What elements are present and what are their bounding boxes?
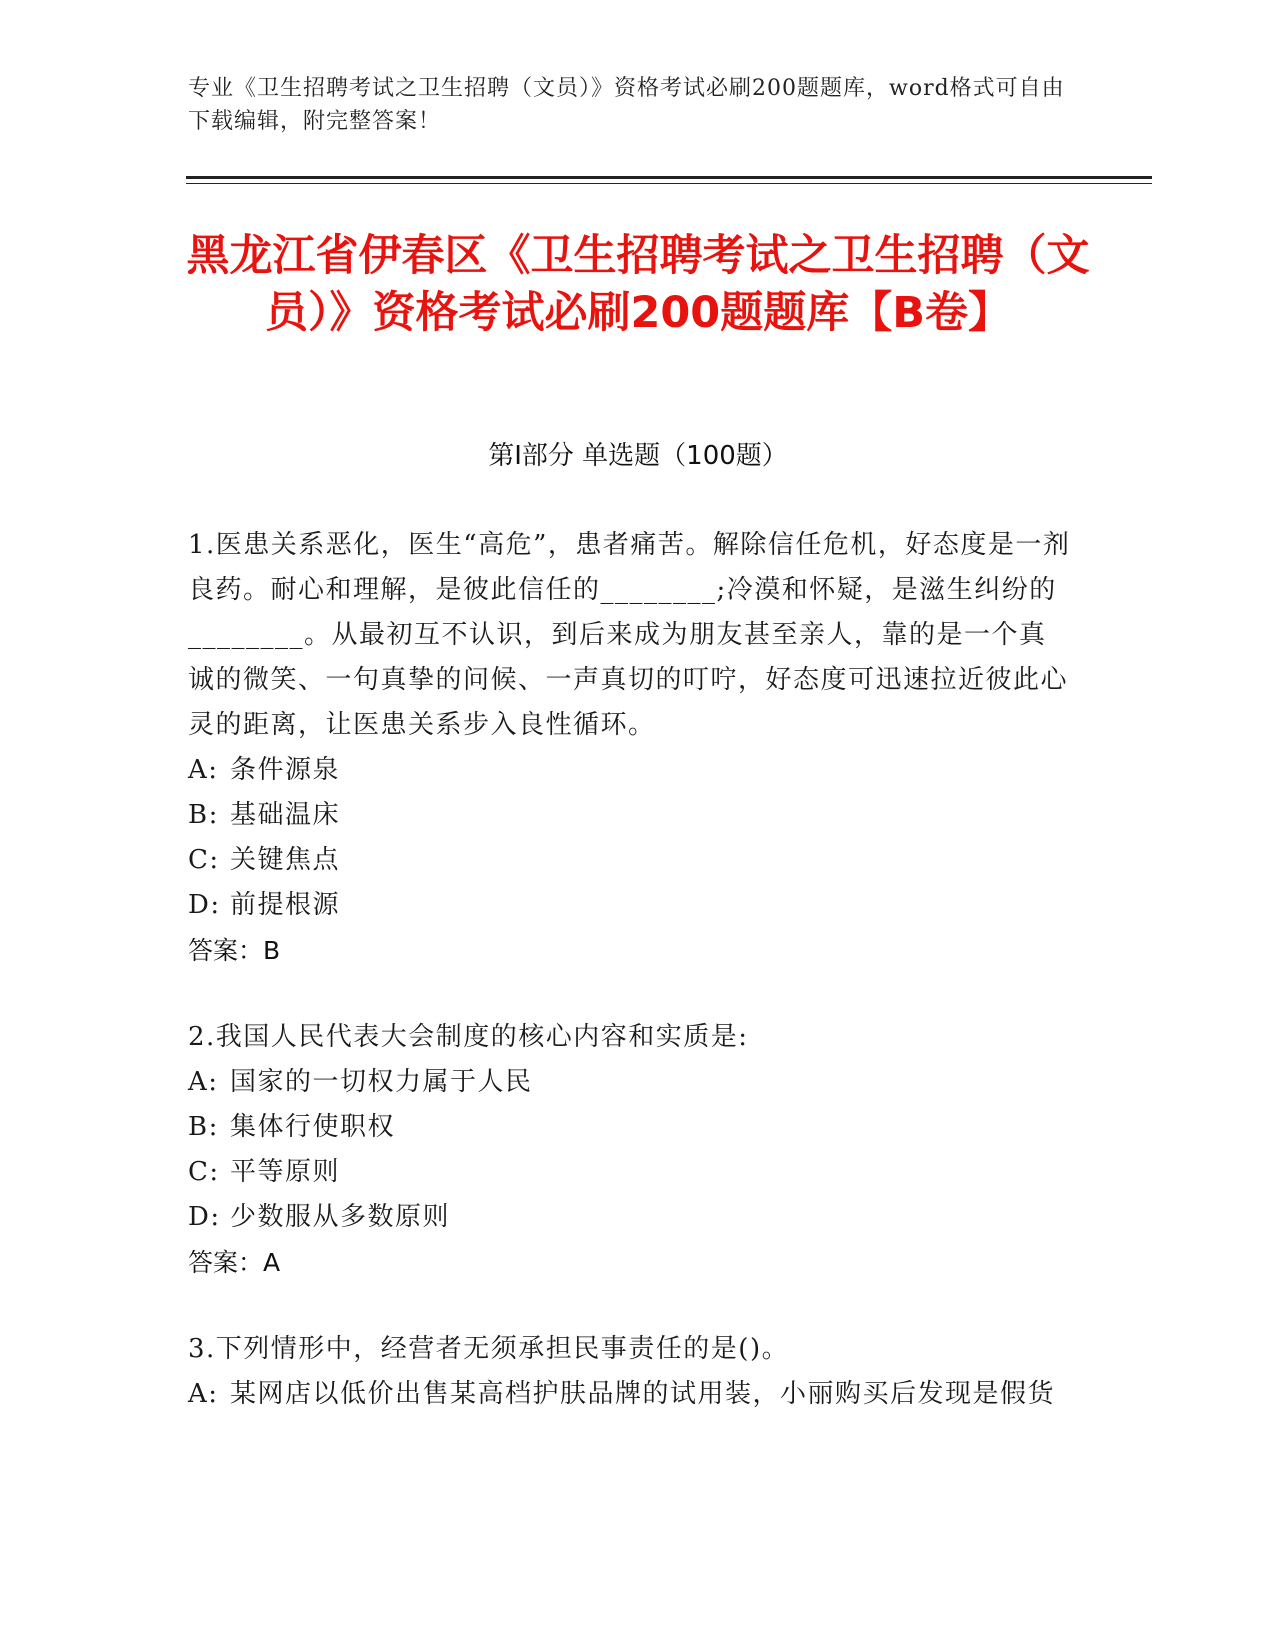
question-stem: 2.我国人民代表大会制度的核心内容和实质是: [188, 1022, 749, 1052]
option-text: 某网店以低价出售某高档护肤品牌的试用装，小丽购买后发现是假货 [230, 1379, 1056, 1409]
option-letter: A: [188, 1379, 219, 1409]
header-rule-thick [186, 176, 1152, 179]
option-text: 条件源泉 [230, 755, 341, 785]
document-title: 黑龙江省伊春区《卫生招聘考试之卫生招聘（文员）》资格考试必刷200题题库【B卷】 [186, 231, 1090, 338]
option-letter: B: [188, 800, 219, 830]
option-text: 国家的一切权力属于人民 [230, 1067, 533, 1097]
option-letter: D: [188, 890, 221, 920]
header-rule-thin [186, 183, 1152, 184]
option-letter: D: [188, 1202, 221, 1232]
option-text: 关键焦点 [230, 845, 341, 875]
option-b [188, 1105, 1072, 1150]
option-b [188, 793, 1072, 838]
answer-line: 答案：B [188, 936, 281, 965]
section-title: 第Ⅰ部分 单选题（100题） [488, 441, 788, 471]
option-text: 前提根源 [230, 890, 341, 920]
header-note: 专业《卫生招聘考试之卫生招聘（文员）》资格考试必刷200题题库，word格式可自由下载编辑，附完整答案！ [188, 76, 1065, 134]
option-text: 基础温床 [230, 800, 341, 830]
option-letter: A: [188, 1067, 219, 1097]
question-stem: 1.医患关系恶化，医生“高危”，患者痛苦。解除信任危机，好态度是一剂良药。耐心和理解，是彼此信任的________;冷漠和怀疑，是滋生纠纷的________。从最初互不认识，到后来成为朋友甚至亲人，靠的是一个真诚的微笑、一句真挚的问候、一声真切的叮咛，好态度可迅速拉近彼此心灵的距离，让医患关系步入良性循环。 [188, 530, 1071, 740]
option-a [188, 748, 1072, 793]
option-a [188, 1372, 1072, 1417]
option-d [188, 1195, 1072, 1240]
question-2 [188, 1015, 1072, 1285]
option-c [188, 838, 1072, 883]
option-letter: C: [188, 845, 220, 875]
option-text: 少数服从多数原则 [230, 1202, 451, 1232]
option-d [188, 883, 1072, 928]
question-list [188, 523, 1072, 1459]
question-1 [188, 523, 1072, 973]
option-a [188, 1060, 1072, 1105]
option-c [188, 1150, 1072, 1195]
option-text: 集体行使职权 [230, 1112, 396, 1142]
option-text: 平等原则 [230, 1157, 341, 1187]
question-3 [188, 1327, 1072, 1417]
question-stem: 3.下列情形中，经营者无须承担民事责任的是()。 [188, 1334, 790, 1364]
option-letter: C: [188, 1157, 220, 1187]
answer-line: 答案：A [188, 1248, 281, 1277]
option-letter: B: [188, 1112, 219, 1142]
option-letter: A: [188, 755, 219, 785]
